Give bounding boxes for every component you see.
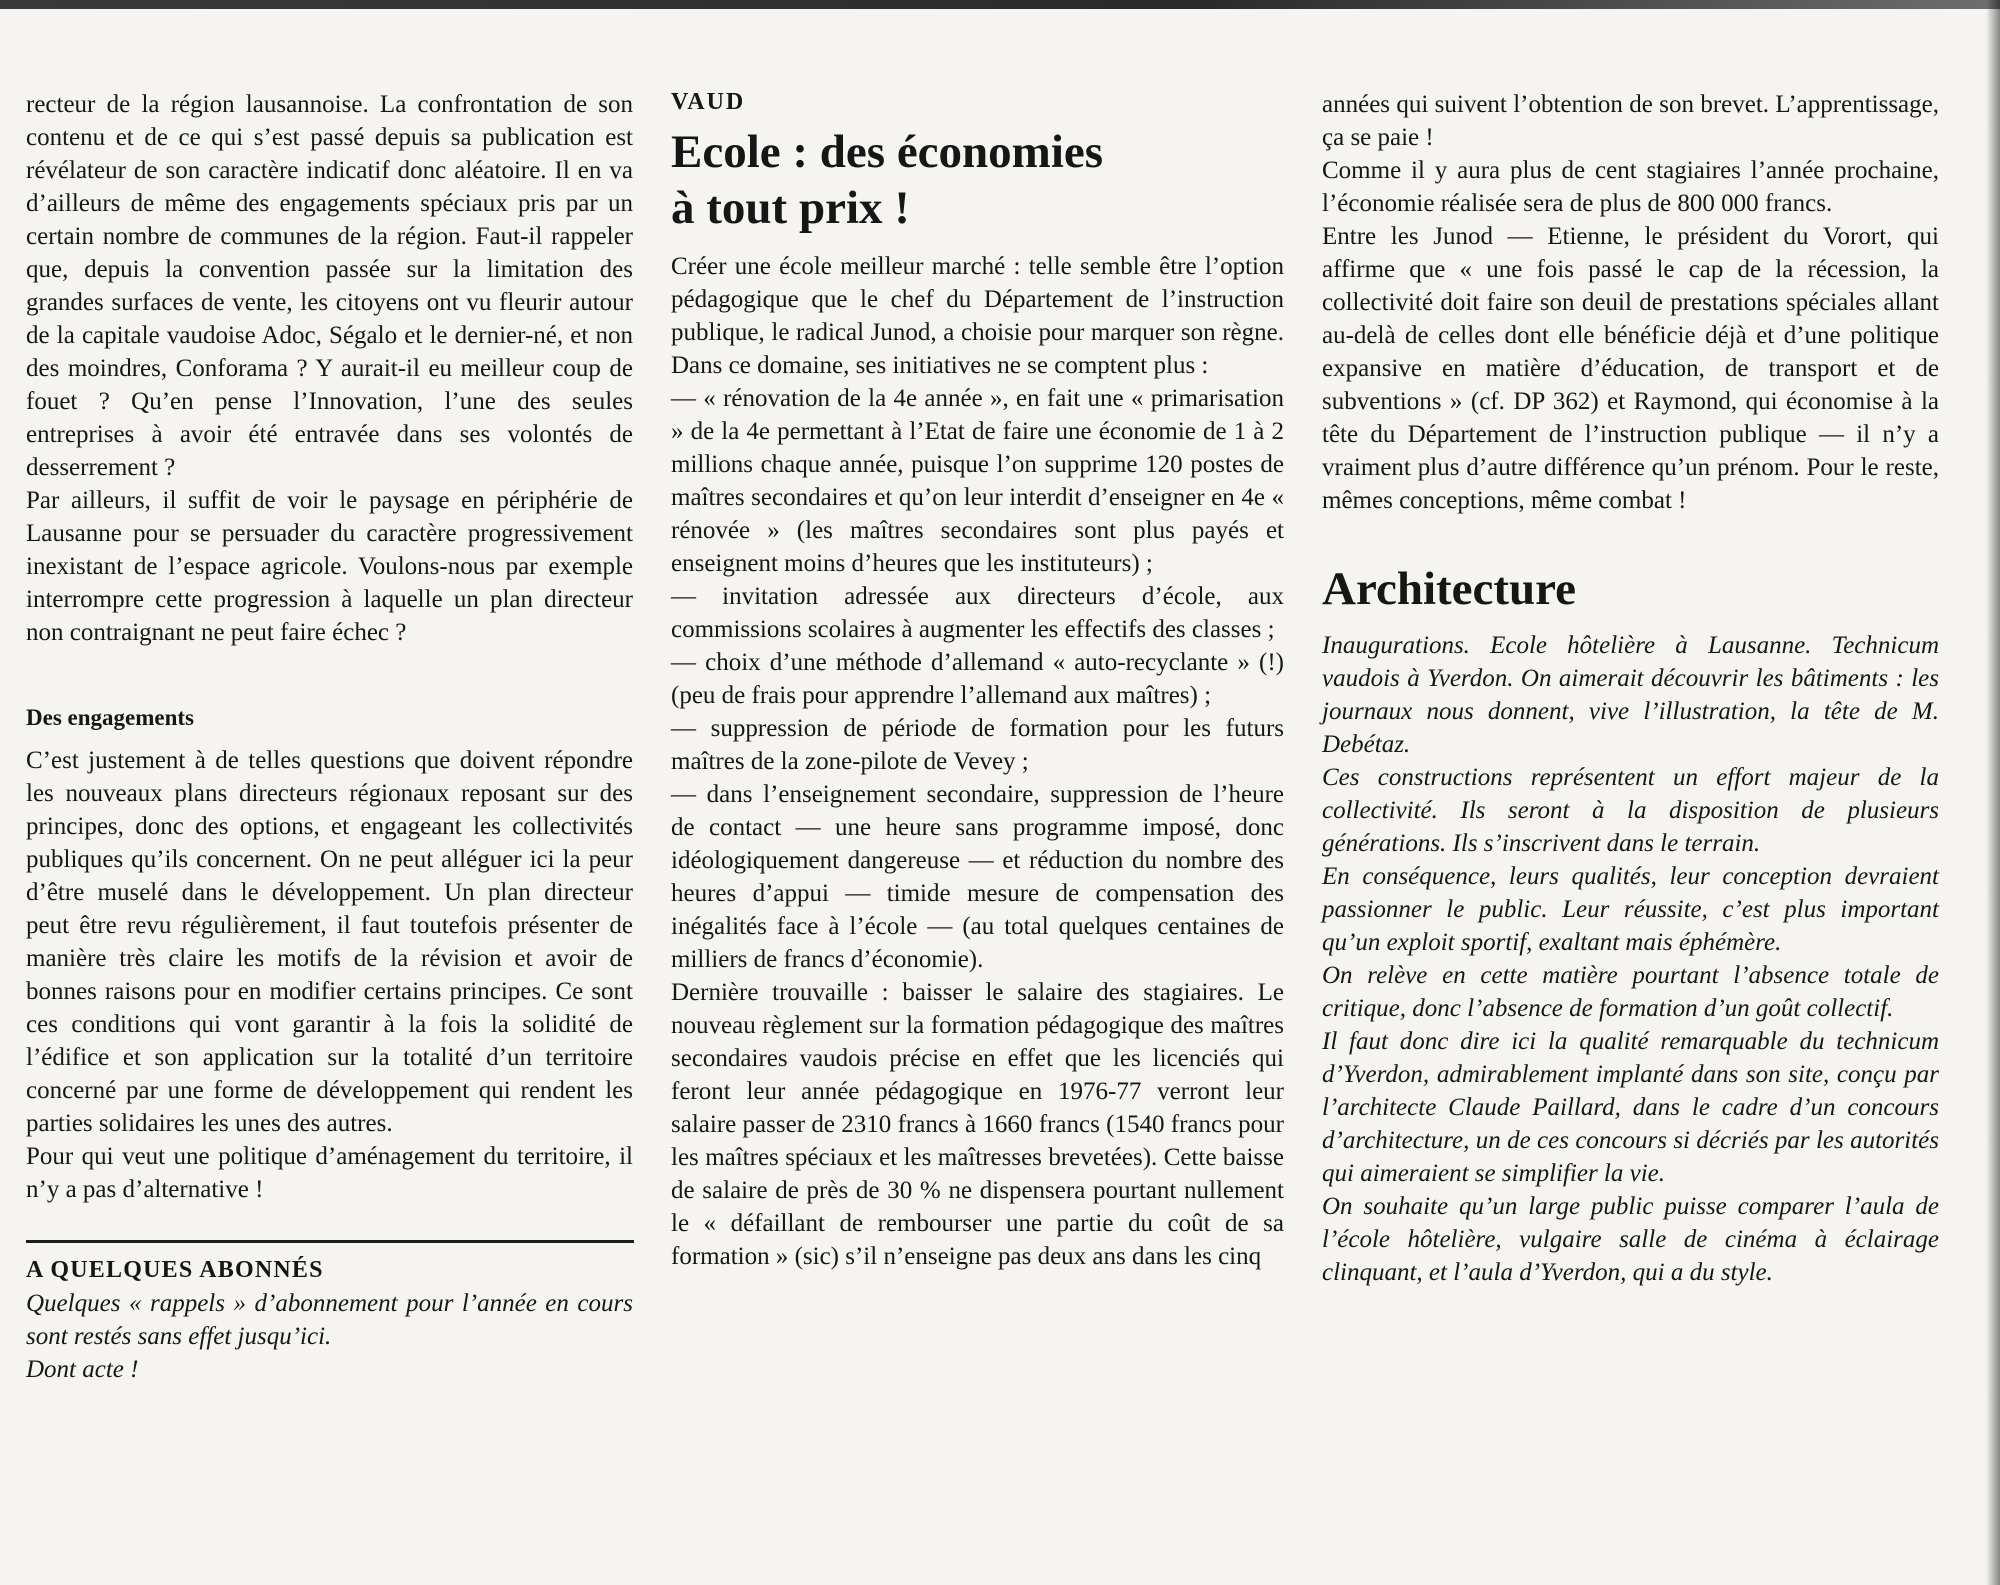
horizontal-rule <box>26 1240 634 1243</box>
top-border <box>0 0 2000 9</box>
left-paragraph-4: Pour qui veut une politique d’aménagement du territoire, il n’y a pas d’alternative ! <box>26 1143 633 1203</box>
page-edge-shadow <box>1986 0 2000 1585</box>
middle-paragraph-1: Créer une école meilleur marché : telle semble être l’option pédagogique que le chef du Département de l’instruction publique, le radical Junod, a choisie pour marquer son règne. Dans ce domaine, ses initiatives ne se comptent plus : <box>671 253 1284 379</box>
headline-line-2: à tout prix ! <box>671 182 910 234</box>
middle-list-item-3: — choix d’une méthode d’allemand « auto-recyclante » (!) (peu de frais pour apprendre l’allemand aux maîtres) ; <box>671 649 1284 709</box>
notice-text: Quelques « rappels » d’abonnement pour l’année en cours sont restés sans effet jusqu’ici. <box>26 1290 633 1350</box>
left-paragraph-3: C’est justement à de telles questions que doivent répondre les nouveaux plans directeurs régionaux reposant sur des principes, donc des options, et engageant les collectivités publiques qu’ils concernent. On ne peut alléguer ici la peur d’être muselé dans le développement. Un plan directeur peut être revu régulièrement, il faut toutefois présenter de manière très claire les motifs de la révision et avoir de bonnes raisons pour en modifier certains principes. Ce sont ces conditions qui vont garantir à la fois la solidité de l’édifice et son application sur la totalité d’un territoire concerné par une forme de développement qui rendent les parties solidaires les unes des autres. <box>26 747 633 1137</box>
middle-list-item-5: — dans l’enseignement secondaire, suppression de l’heure de contact — une heure sans programme imposé, donc idéologiquement dangereuse — et réduction du nombre des heures d’appui — timide mesure de compensation des inégalités face à l’école — (au total quelques centaines de milliers de francs d’économie). <box>671 781 1284 973</box>
architecture-paragraph-4: On relève en cette matière pourtant l’absence totale de critique, donc l’absence de formation d’un goût collectif. <box>1322 962 1939 1022</box>
notice-closing: Dont acte ! <box>26 1356 139 1383</box>
architecture-paragraph-3: En conséquence, leurs qualités, leur conception devraient passionner le public. Leur réussite, c’est plus important qu’un exploit sportif, exaltant mais éphémère. <box>1322 863 1939 956</box>
architecture-paragraph-2: Ces constructions représentent un effort majeur de la collectivité. Ils seront à la disposition de plusieurs générations. Ils s’inscrivent dans le terrain. <box>1322 764 1939 857</box>
right-column <box>1322 88 1939 1289</box>
article-kicker: VAUD <box>671 89 746 115</box>
left-paragraph-2: Par ailleurs, il suffit de voir le paysage en périphérie de Lausanne pour se persuader du caractère progressivement inexistant de l’espace agricole. Voulons-nous par exemple interrompre cette progression à laquelle un plan directeur non contraignant ne peut faire échec ? <box>26 487 633 646</box>
middle-paragraph-2: Dernière trouvaille : baisser le salaire des stagiaires. Le nouveau règlement sur la formation pédagogique des maîtres secondaires vaudois précise en effet que les licenciés qui feront leur année pédagogique en 1976-77 verront leur salaire passer de 2310 francs à 1660 francs (1540 francs pour les maîtres spéciaux et les maîtresses brevetées). Cette baisse de salaire de près de 30 % ne dispensera pourtant nullement le « défaillant de rembourser une partie du coût de sa formation » (sic) s’il n’enseigne pas deux ans dans les cinq <box>671 979 1284 1270</box>
architecture-paragraph-1: Inaugurations. Ecole hôtelière à Lausanne. Technicum vaudois à Yverdon. On aimerait découvrir les bâtiments : les journaux nous donnent, vive l’illustration, la tête de M. Debétaz. <box>1322 632 1939 758</box>
right-paragraph-3: Entre les Junod — Etienne, le président du Vorort, qui affirme que « une fois passé le cap de la récession, la collectivité doit faire son deuil de prestations spéciales allant au-delà de celles dont elle bénéficie déjà et d’une politique expansive en matière d’éducation, de transport et de subventions » (cf. DP 362) et Raymond, qui économise à la tête du Département de l’instruction publique — il n’y a vraiment plus d’autre différence qu’un prénom. Pour le reste, mêmes conceptions, même combat ! <box>1322 223 1939 514</box>
section-title-architecture: Architecture <box>1322 563 1577 615</box>
right-paragraph-1: années qui suivent l’obtention de son brevet. L’apprentissage, ça se paie ! <box>1322 91 1939 151</box>
middle-column <box>671 88 1284 1273</box>
left-paragraph-1: recteur de la région lausannoise. La confrontation de son contenu et de ce qui s’est passé depuis sa publication est révélateur de son caractère indicatif donc aléatoire. Il en va d’ailleurs de même des engagements spéciaux pris par un certain nombre de communes de la région. Faut-il rappeler que, depuis la convention passée sur la limitation des grandes surfaces de vente, les citoyens ont vu fleurir autour de la capitale vaudoise Adoc, Ségalo et le dernier-né, et non des moindres, Conforama ? Y aurait-il eu meilleur coup de fouet ? Qu’en pense l’Innovation, l’une des seules entreprises à avoir été entravée dans ses volontés de desserrement ? <box>26 91 633 481</box>
middle-list-item-2: — invitation adressée aux directeurs d’école, aux commissions scolaires à augmenter les effectifs des classes ; <box>671 583 1284 643</box>
article-headline <box>671 124 1284 236</box>
middle-list-item-4: — suppression de période de formation pour les futurs maîtres de la zone-pilote de Vevey ; <box>671 715 1284 775</box>
subheading-des-engagements: Des engagements <box>26 705 194 730</box>
architecture-paragraph-5: Il faut donc dire ici la qualité remarquable du technicum d’Yverdon, admirablement implanté dans son site, conçu par l’architecte Claude Paillard, dans le cadre d’un concours d’architecture, un de ces concours si décriés par les autorités qui aimeraient se simplifier la vie. <box>1322 1028 1939 1187</box>
middle-list-item-1: — « rénovation de la 4e année », en fait une « primarisation » de la 4e permettant à l’Etat de faire une économie de 1 à 2 millions chaque année, puisque l’on supprime 120 postes de maîtres secondaires et qu’on leur interdit d’enseigner en 4e « rénovée » (les maîtres secondaires sont plus payés et enseignent moins d’heures que les instituteurs) ; <box>671 385 1284 577</box>
left-column <box>26 88 633 1386</box>
architecture-paragraph-6: On souhaite qu’un large public puisse comparer l’aula de l’école hôtelière, vulgaire salle de cinéma à éclairage clinquant, et l’aula d’Yverdon, qui a du style. <box>1322 1193 1939 1286</box>
headline-line-1: Ecole : des économies <box>671 126 1104 178</box>
notice-heading: A QUELQUES ABONNÉS <box>26 1257 324 1283</box>
right-paragraph-2: Comme il y aura plus de cent stagiaires l’année prochaine, l’économie réalisée sera de plus de 800 000 francs. <box>1322 157 1939 217</box>
